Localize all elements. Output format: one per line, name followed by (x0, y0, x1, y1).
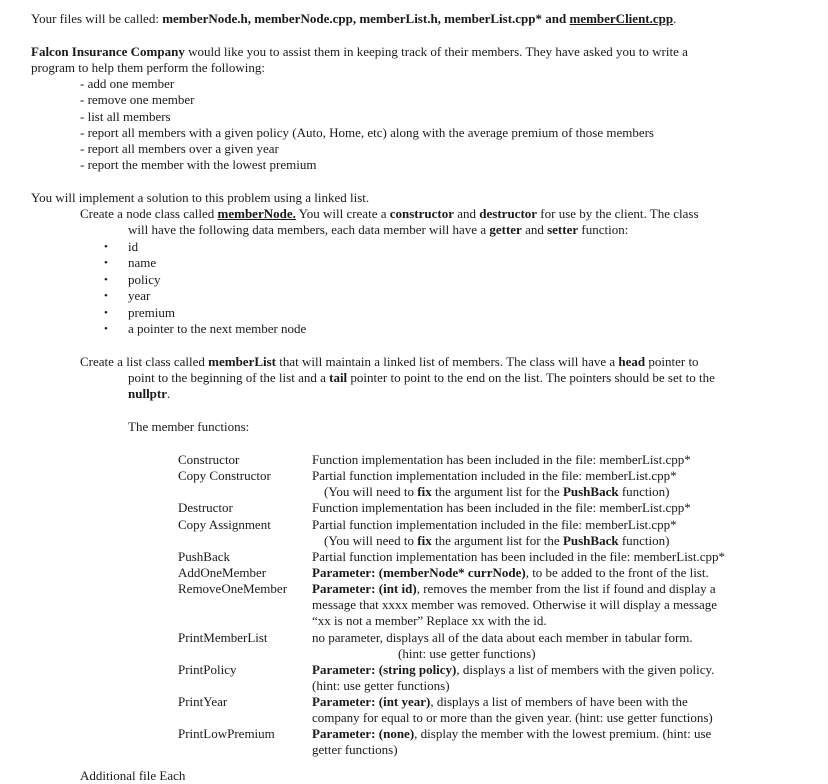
functions-heading: The member functions: (128, 419, 250, 434)
function-name: Destructor (178, 500, 233, 515)
task-item: - add one member (80, 76, 175, 91)
member-node-class: memberNode. (217, 206, 296, 221)
bullet-icon: • (104, 241, 108, 253)
function-desc-cont: “xx is not a member” Replace xx with the id. (312, 613, 547, 628)
files-line: Your files will be called: memberNode.h, memberNode.cpp, memberList.h, memberList.cpp* and memberClient.cpp. (31, 11, 677, 26)
data-member-item: id (128, 239, 139, 254)
function-desc: Parameter: (memberNode* currNode), to be added to the front of the list. (312, 565, 709, 580)
function-desc-cont: message that xxxx member was removed. Otherwise it will display a message (312, 597, 718, 612)
intro-line-2: program to help them perform the following: (31, 60, 265, 75)
function-name: AddOneMember (178, 565, 267, 580)
list-para-line-1: Create a list class called memberList that will maintain a linked list of members. The class will have a head pointer to (80, 354, 699, 369)
function-name: PushBack (178, 549, 230, 564)
impl-line: You will implement a solution to this problem using a linked list. (31, 190, 370, 205)
function-hint: (hint: use getter functions) (312, 678, 450, 693)
company-name: Falcon Insurance Company (31, 44, 185, 59)
function-desc: Function implementation has been included in the file: memberList.cpp* (312, 500, 691, 515)
client-file: memberClient.cpp (569, 11, 674, 26)
list-para-line-2: point to the beginning of the list and a tail pointer to point to the end on the list. The pointers should be set to the (128, 370, 715, 385)
list-para-line-3: nullptr. (128, 386, 171, 401)
bullet-icon: • (104, 290, 108, 302)
function-desc: Parameter: (int year), displays a list of members of have been with the (312, 694, 688, 709)
member-list-class: memberList (208, 354, 277, 369)
function-desc-cont: getter functions) (312, 742, 398, 757)
function-hint: (hint: use getter functions) (398, 646, 536, 661)
function-name: Copy Assignment (178, 517, 271, 532)
bullet-icon: • (104, 274, 108, 286)
node-para-line-1: Create a node class called memberNode. You will create a constructor and destructor for use by the client. The class (80, 206, 699, 221)
data-member-item: name (128, 255, 157, 270)
function-name: PrintYear (178, 694, 228, 709)
files-prefix: Your files will be called: (31, 11, 163, 26)
task-item: - report all members with a given policy (Auto, Home, etc) along with the average premium of those members (80, 125, 654, 140)
intro-line-1: Falcon Insurance Company would like you to assist them in keeping track of their members. They have asked you to write a (31, 44, 688, 59)
function-desc-cont: company for equal to or more than the given year. (hint: use getter functions) (312, 710, 713, 725)
function-name: RemoveOneMember (178, 581, 288, 596)
bullet-icon: • (104, 307, 108, 319)
data-member-item: policy (128, 272, 161, 287)
function-desc: Partial function implementation included in the file: memberList.cpp* (312, 517, 677, 532)
function-desc: Partial function implementation has been included in the file: memberList.cpp* (312, 549, 725, 564)
function-name: PrintMemberList (178, 630, 268, 645)
function-name: Copy Constructor (178, 468, 271, 483)
cutoff-text: Additional file Each (80, 768, 186, 783)
task-item: - report all members over a given year (80, 141, 279, 156)
function-desc: Parameter: (none), display the member with the lowest premium. (hint: use (312, 726, 712, 741)
function-desc: Parameter: (string policy), displays a list of members with the given policy. (312, 662, 715, 677)
function-desc: Function implementation has been included in the file: memberList.cpp* (312, 452, 691, 467)
function-desc: no parameter, displays all of the data about each member in tabular form. (312, 630, 693, 645)
bullet-icon: • (104, 257, 108, 269)
data-member-item: a pointer to the next member node (128, 321, 307, 336)
function-note: (You will need to fix the argument list for the PushBack function) (324, 533, 670, 548)
files-list: memberNode.h, memberNode.cpp, memberList.h, memberList.cpp* and (162, 11, 570, 26)
task-item: - list all members (80, 109, 171, 124)
node-para-line-2: will have the following data members, each data member will have a getter and setter function: (128, 222, 629, 237)
data-member-item: year (128, 288, 151, 303)
function-desc: Parameter: (int id), removes the member from the list if found and display a (312, 581, 716, 596)
function-name: Constructor (178, 452, 240, 467)
function-note: (You will need to fix the argument list for the PushBack function) (324, 484, 670, 499)
data-member-item: premium (128, 305, 175, 320)
function-name: PrintLowPremium (178, 726, 275, 741)
task-item: - remove one member (80, 92, 195, 107)
task-item: - report the member with the lowest premium (80, 157, 317, 172)
function-desc: Partial function implementation included in the file: memberList.cpp* (312, 468, 677, 483)
bullet-icon: • (104, 323, 108, 335)
function-name: PrintPolicy (178, 662, 237, 677)
